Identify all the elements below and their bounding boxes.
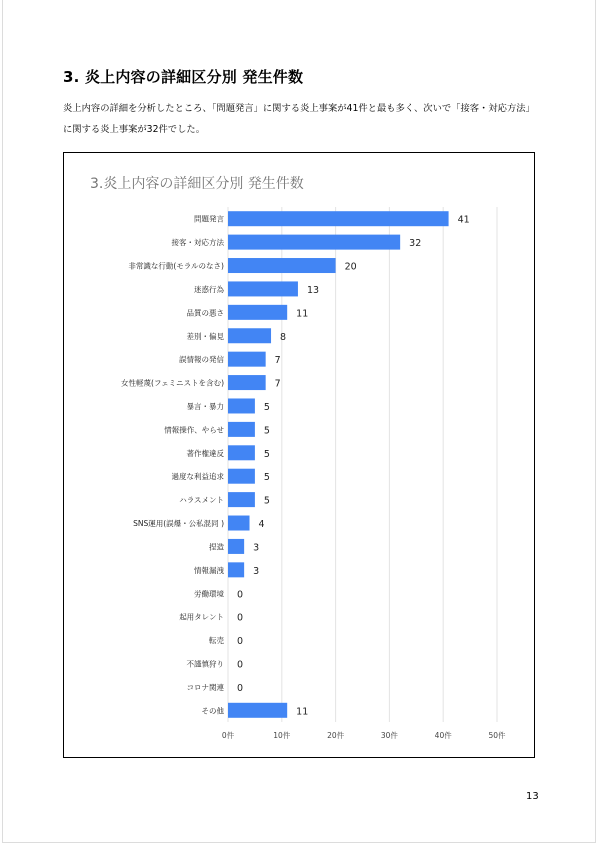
- x-tick-label: 50件: [488, 731, 506, 740]
- bar: [228, 398, 255, 413]
- data-label: 3: [253, 542, 260, 554]
- category-label: コロナ関連: [186, 682, 224, 692]
- category-label: 問題発言: [194, 214, 224, 224]
- chart-title: 3.炎上内容の詳細区分別 発生件数: [90, 176, 304, 192]
- category-label: 接客・対応方法: [171, 238, 224, 248]
- bar: [228, 375, 266, 390]
- category-label: 品質の悪さ: [186, 308, 224, 318]
- category-label: 起用タレント: [179, 612, 224, 622]
- category-label: 不謹慎狩り: [186, 659, 224, 669]
- category-label: 女性軽蔑(フェミニストを含む): [121, 378, 224, 388]
- data-label: 5: [263, 495, 270, 507]
- section-heading: 3. 炎上内容の詳細区分別 発生件数: [63, 68, 304, 86]
- x-tick-label: 40件: [434, 731, 452, 740]
- bar: [228, 703, 287, 718]
- bar: [228, 539, 244, 554]
- category-label: 情報漏洩: [194, 565, 224, 575]
- category-label: 捏造: [209, 542, 224, 552]
- data-label: 4: [258, 519, 265, 531]
- category-label: 情報操作、やらせ: [164, 425, 224, 435]
- category-label: 過度な利益追求: [171, 472, 224, 482]
- bar: [228, 328, 271, 343]
- category-label: 転売: [209, 636, 224, 646]
- data-label: 0: [237, 659, 244, 671]
- bar: [228, 235, 400, 250]
- bar: [228, 422, 255, 437]
- category-label: 著作権違反: [186, 448, 224, 458]
- category-label: その他: [201, 706, 224, 716]
- data-label: 0: [237, 612, 244, 624]
- bar: [228, 562, 244, 577]
- data-label: 5: [263, 472, 270, 484]
- x-tick-label: 0件: [221, 731, 235, 740]
- bar: [228, 258, 336, 273]
- data-label: 3: [253, 565, 260, 577]
- data-label: 7: [274, 378, 281, 390]
- data-label: 5: [263, 425, 270, 437]
- category-label: 迷惑行為: [194, 284, 224, 294]
- bar: [228, 469, 255, 484]
- bar: [228, 352, 266, 367]
- x-tick-label: 10件: [273, 731, 291, 740]
- data-label: 0: [237, 589, 244, 601]
- bar: [228, 492, 255, 507]
- data-label: 41: [457, 214, 470, 226]
- data-label: 8: [280, 331, 287, 343]
- summary-paragraph: 炎上内容の詳細を分析したところ、「問題発言」に関する炎上事案が41件と最も多く、次いで「接客・対応方法」に関する炎上事案が32件でした。: [63, 103, 535, 135]
- data-label: 5: [263, 401, 270, 413]
- category-label: 暴言・暴力: [186, 401, 224, 411]
- data-label: 0: [237, 636, 244, 648]
- data-label: 11: [296, 308, 309, 320]
- data-label: 5: [263, 448, 270, 460]
- x-tick-label: 30件: [380, 731, 398, 740]
- data-label: 13: [306, 284, 320, 296]
- category-label: 誤情報の発信: [179, 355, 224, 365]
- data-label: 7: [274, 355, 281, 367]
- bar: [228, 211, 449, 226]
- data-label: 32: [409, 238, 422, 250]
- category-label: 非常識な行動(モラルのなさ): [128, 261, 224, 271]
- bar: [228, 305, 287, 320]
- data-label: 0: [237, 682, 244, 694]
- category-label: 労働環境: [194, 589, 224, 599]
- bar: [228, 516, 250, 531]
- category-label: 差別・偏見: [186, 331, 224, 341]
- page-number: 13: [526, 791, 539, 802]
- bar: [228, 445, 255, 460]
- data-label: 11: [296, 706, 309, 718]
- data-label: 20: [344, 261, 357, 273]
- category-label: SNS運用(誤爆・公私混同 ): [133, 519, 224, 529]
- bar: [228, 281, 298, 296]
- x-tick-label: 20件: [327, 731, 345, 740]
- category-label: ハラスメント: [179, 495, 224, 505]
